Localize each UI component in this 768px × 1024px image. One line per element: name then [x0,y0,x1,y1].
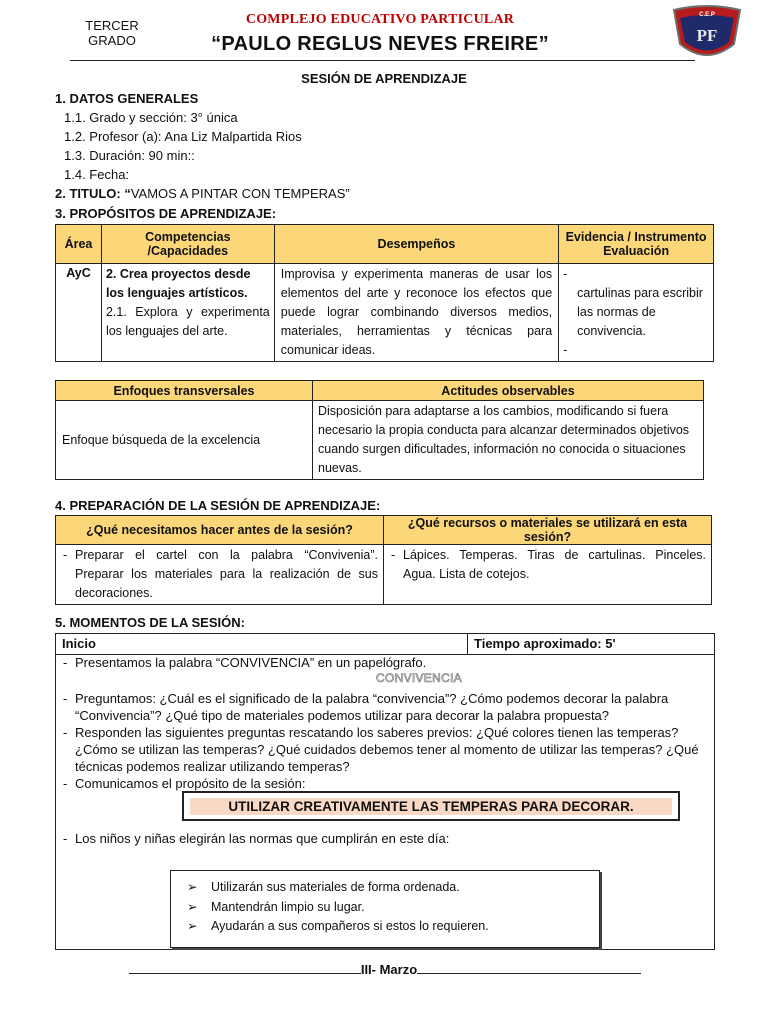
fecha-line: 1.4. Fecha: [64,167,130,182]
footer-date-text: III- Marzo [360,962,418,977]
convivencia-word-art: CONVIVENCIA [376,671,462,685]
momento-item: - Preguntamos: ¿Cuál es el significado de la palabra “convivencia”? ¿Cómo podemos decorar la palabra “Convivencia”? ¿Qué tipo de materiales podemos utilizar para decorar la palabra propuesta? [61,690,706,724]
section-heading-propositos: 3. PROPÓSITOS DE APRENDIZAJE: [55,206,277,221]
titulo-label: 2. TITULO: “ [55,186,131,201]
page-title: SESIÓN DE APRENDIZAJE [301,71,467,86]
titulo-line [55,184,350,203]
purpose-text: UTILIZAR CREATIVAMENTE LAS TEMPERAS PARA DECORAR. [190,798,672,815]
header-recursos: ¿Qué recursos o materiales se utilizará en esta sesión? [384,516,712,545]
footer-date [120,962,650,977]
header-divider [70,60,695,61]
momento-item: - Presentamos la palabra “CONVIVENCIA” en un papelógrafo. [61,654,706,671]
profesor-line: 1.2. Profesor (a): Ana Liz Malpartida Rios [64,129,302,144]
crest-initials: C.E.P [699,12,715,18]
competencias-cell [101,264,274,362]
titulo-value: VAMOS A PINTAR CON TEMPERAS” [130,186,350,201]
tiempo-label: Tiempo aproximado: 5' [468,634,714,655]
momento-item: - Responden las siguientes preguntas rescatando los saberes previos: ¿Qué colores tienen las temperas? ¿Cómo se utilizan las temperas? ¿Qué cuidados debemos tener al momento de utilizar las temperas? ¿Qué técnicas podemos realizar utilizando temperas? [61,724,706,775]
enfoques-header-row [56,381,704,401]
grade-line-1: TERCER [85,18,139,33]
recursos-cell [384,545,712,605]
footer-rule-right [417,962,641,974]
grade-line-2: GRADO [88,33,136,48]
momentos-list-2 [61,690,706,792]
evidencia-cell [559,264,714,362]
antes-text: - Preparar el cartel con la palabra “Convivenia”. Preparar los materiales para la realización de sus decoraciones. [61,546,378,603]
header-evidencia: Evidencia / Instrumento Evaluación [559,225,714,264]
recursos-list [389,546,706,584]
area-cell: AyC [56,264,102,362]
section-heading-preparacion: 4. PREPARACIÓN DE LA SESIÓN DE APRENDIZAJE: [55,498,381,513]
antes-list [61,546,378,603]
propositos-row [56,264,714,362]
enfoques-table [55,380,704,480]
norm-item [171,898,599,918]
capacidad-text: 2.1. Explora y experimenta los lenguajes del arte. [105,305,270,338]
header-competencias: Competencias /Capacidades [101,225,274,264]
momento-item: - Comunicamos el propósito de la sesión: [61,775,706,792]
antes-cell [56,545,384,605]
arrow-bullet-icon: ➢ [187,880,198,894]
recursos-text: - Lápices. Temperas. Tiras de cartulinas. Pinceles. Agua. Lista de cotejos. [389,546,706,584]
momento-item: - Los niños y niñas elegirán las normas que cumplirán en este día: [61,830,706,847]
enfoques-row [56,401,704,480]
enfoque-cell: Enfoque búsqueda de la excelencia [56,401,313,480]
school-crest-logo [668,4,746,66]
header-desempenos: Desempeños [274,225,558,264]
evidencia-dash-bottom: - [563,343,568,357]
norm-text: Mantendrán limpio su lugar. [211,899,365,914]
inicio-label: Inicio [56,634,468,655]
purpose-box [182,791,680,821]
section-heading-momentos: 5. MOMENTOS DE LA SESIÓN: [55,615,245,630]
header-enfoques: Enfoques transversales [56,381,313,401]
header-area: Área [56,225,102,264]
preparacion-header-row [56,516,712,545]
grade-label [80,18,144,48]
header-actitudes: Actitudes observables [313,381,704,401]
section-heading-datos: 1. DATOS GENERALES [55,91,199,106]
preparacion-row [56,545,712,605]
school-name: “PAULO REGLUS NEVES FREIRE” [211,33,549,55]
arrow-bullet-icon: ➢ [187,899,198,914]
preparacion-table [55,515,712,605]
competencia-text: 2. Crea proyectos desde los lenguajes artísticos. [105,267,251,300]
momentos-list [61,654,706,671]
grado-line: 1.1. Grado y sección: 3° única [64,110,238,125]
footer-rule-left [129,962,361,974]
norms-box [170,870,600,948]
duracion-line: 1.3. Duración: 90 min:: [64,148,195,163]
actitud-cell: Disposición para adaptarse a los cambios, modificando si fuera necesario la propia conducta para alcanzar determinados objetivos cuando surgen dificultades, información no conocida o situaciones nuevas. [313,401,704,480]
crest-monogram: PF [696,26,718,45]
norm-text: Utilizarán sus materiales de forma ordenada. [211,880,460,894]
desempeno-cell: Improvisa y experimenta maneras de usar los elementos del arte y reconoce los efectos que puede lograr combinando diversos medios, materiales, herramientas y técnicas para comunicar ideas. [274,264,558,362]
propositos-table [55,224,714,362]
norm-item [171,917,599,937]
header-antes: ¿Qué necesitamos hacer antes de la sesión? [56,516,384,545]
evidencia-dash-top: - [563,267,568,281]
school-type: COMPLEJO EDUCATIVO PARTICULAR [245,12,515,27]
momentos-list-3 [61,830,706,847]
norms-list [171,871,599,937]
norm-item [171,878,599,898]
norm-text: Ayudarán a sus compañeros si estos lo requieren. [211,919,489,933]
propositos-header-row [56,225,714,264]
evidencia-text: cartulinas para escribir las normas de convivencia. [577,286,703,338]
arrow-bullet-icon: ➢ [187,919,198,933]
